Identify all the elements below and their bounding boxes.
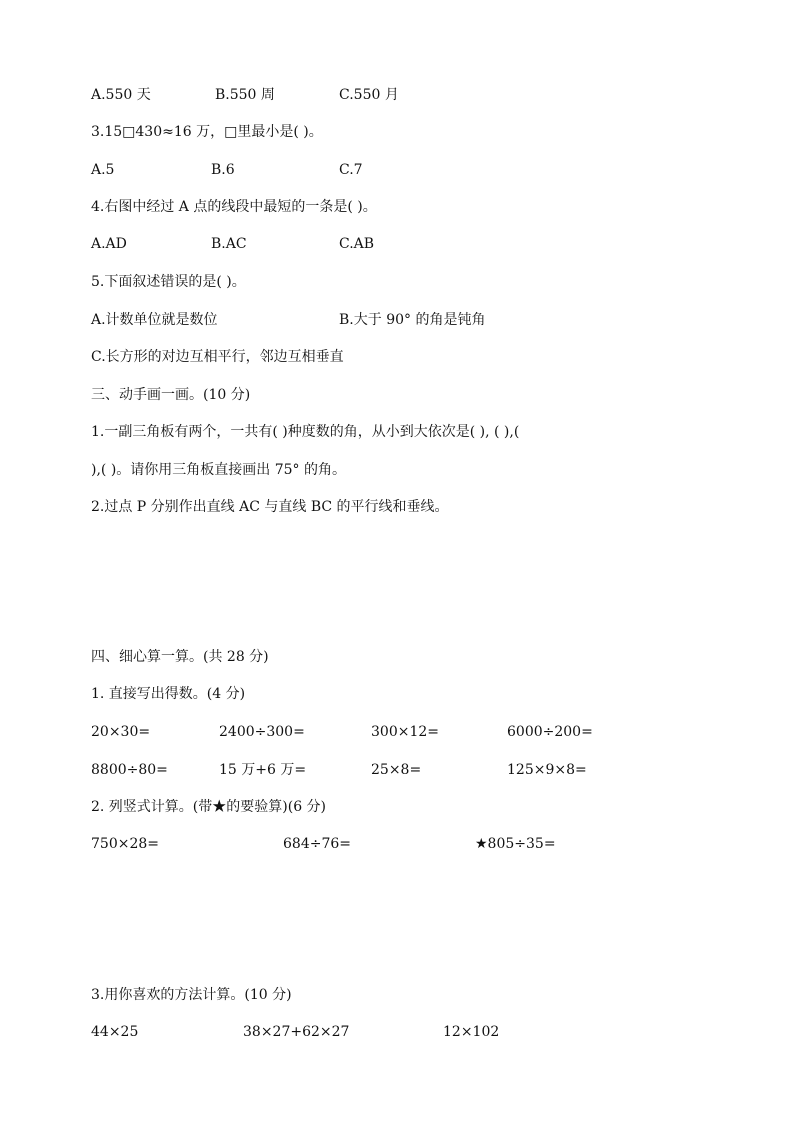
calc-item: 8800÷80= — [91, 762, 168, 778]
q5-option-b: B.大于 90° 的角是钝角 — [339, 312, 486, 328]
section4-heading: 四、细心算一算。(共 28 分) — [91, 649, 269, 665]
q4-option-c: C.AB — [339, 236, 375, 252]
q5-option-a: A.计数单位就是数位 — [91, 312, 218, 328]
calc-item: 300×12= — [371, 724, 439, 740]
section3-heading: 三、动手画一画。(10 分) — [91, 387, 251, 403]
q3-stem: 3.15□430≈16 万，□里最小是( )。 — [91, 124, 323, 140]
method-calc-item: 44×25 — [91, 1024, 139, 1040]
calc-item: 6000÷200= — [507, 724, 593, 740]
calc-item: 25×8= — [371, 762, 422, 778]
section3-item1-line2: ),( )。请你用三角板直接画出 75° 的角。 — [91, 462, 347, 478]
q5-option-c: C.长方形的对边互相平行，邻边互相垂直 — [91, 349, 344, 365]
q4-option-b: B.AC — [211, 236, 247, 252]
section3-item2: 2.过点 P 分别作出直线 AC 与直线 BC 的平行线和垂线。 — [91, 499, 449, 515]
method-calc-item: 38×27+62×27 — [243, 1024, 350, 1040]
q3-option-b: B.6 — [211, 162, 235, 178]
calc-item: 20×30= — [91, 724, 151, 740]
q2-option-c: C.550 月 — [339, 87, 399, 103]
part1-title: 1. 直接写出得数。(4 分) — [91, 686, 246, 702]
method-calc-item: 12×102 — [443, 1024, 500, 1040]
calc-item: 125×9×8= — [507, 762, 587, 778]
vertical-calc-item: 750×28= — [91, 836, 159, 852]
q3-option-c: C.7 — [339, 162, 363, 178]
q3-option-a: A.5 — [91, 162, 115, 178]
calc-item: 15 万+6 万= — [219, 762, 307, 778]
calc-item: 2400÷300= — [219, 724, 305, 740]
part3-title: 3.用你喜欢的方法计算。(10 分) — [91, 987, 292, 1003]
part2-title: 2. 列竖式计算。(带★的要验算)(6 分) — [91, 799, 327, 815]
q2-option-b: B.550 周 — [215, 87, 275, 103]
vertical-calc-item: ★805÷35= — [475, 836, 556, 852]
q4-option-a: A.AD — [91, 236, 127, 252]
section3-item1-line1: 1.一副三角板有两个，一共有( )种度数的角，从小到大依次是( ), ( ),( — [91, 424, 520, 440]
q4-stem: 4.右图中经过 A 点的线段中最短的一条是( )。 — [91, 199, 377, 215]
q2-option-a: A.550 天 — [91, 87, 151, 103]
vertical-calc-item: 684÷76= — [283, 836, 351, 852]
q5-stem: 5.下面叙述错误的是( )。 — [91, 274, 246, 290]
